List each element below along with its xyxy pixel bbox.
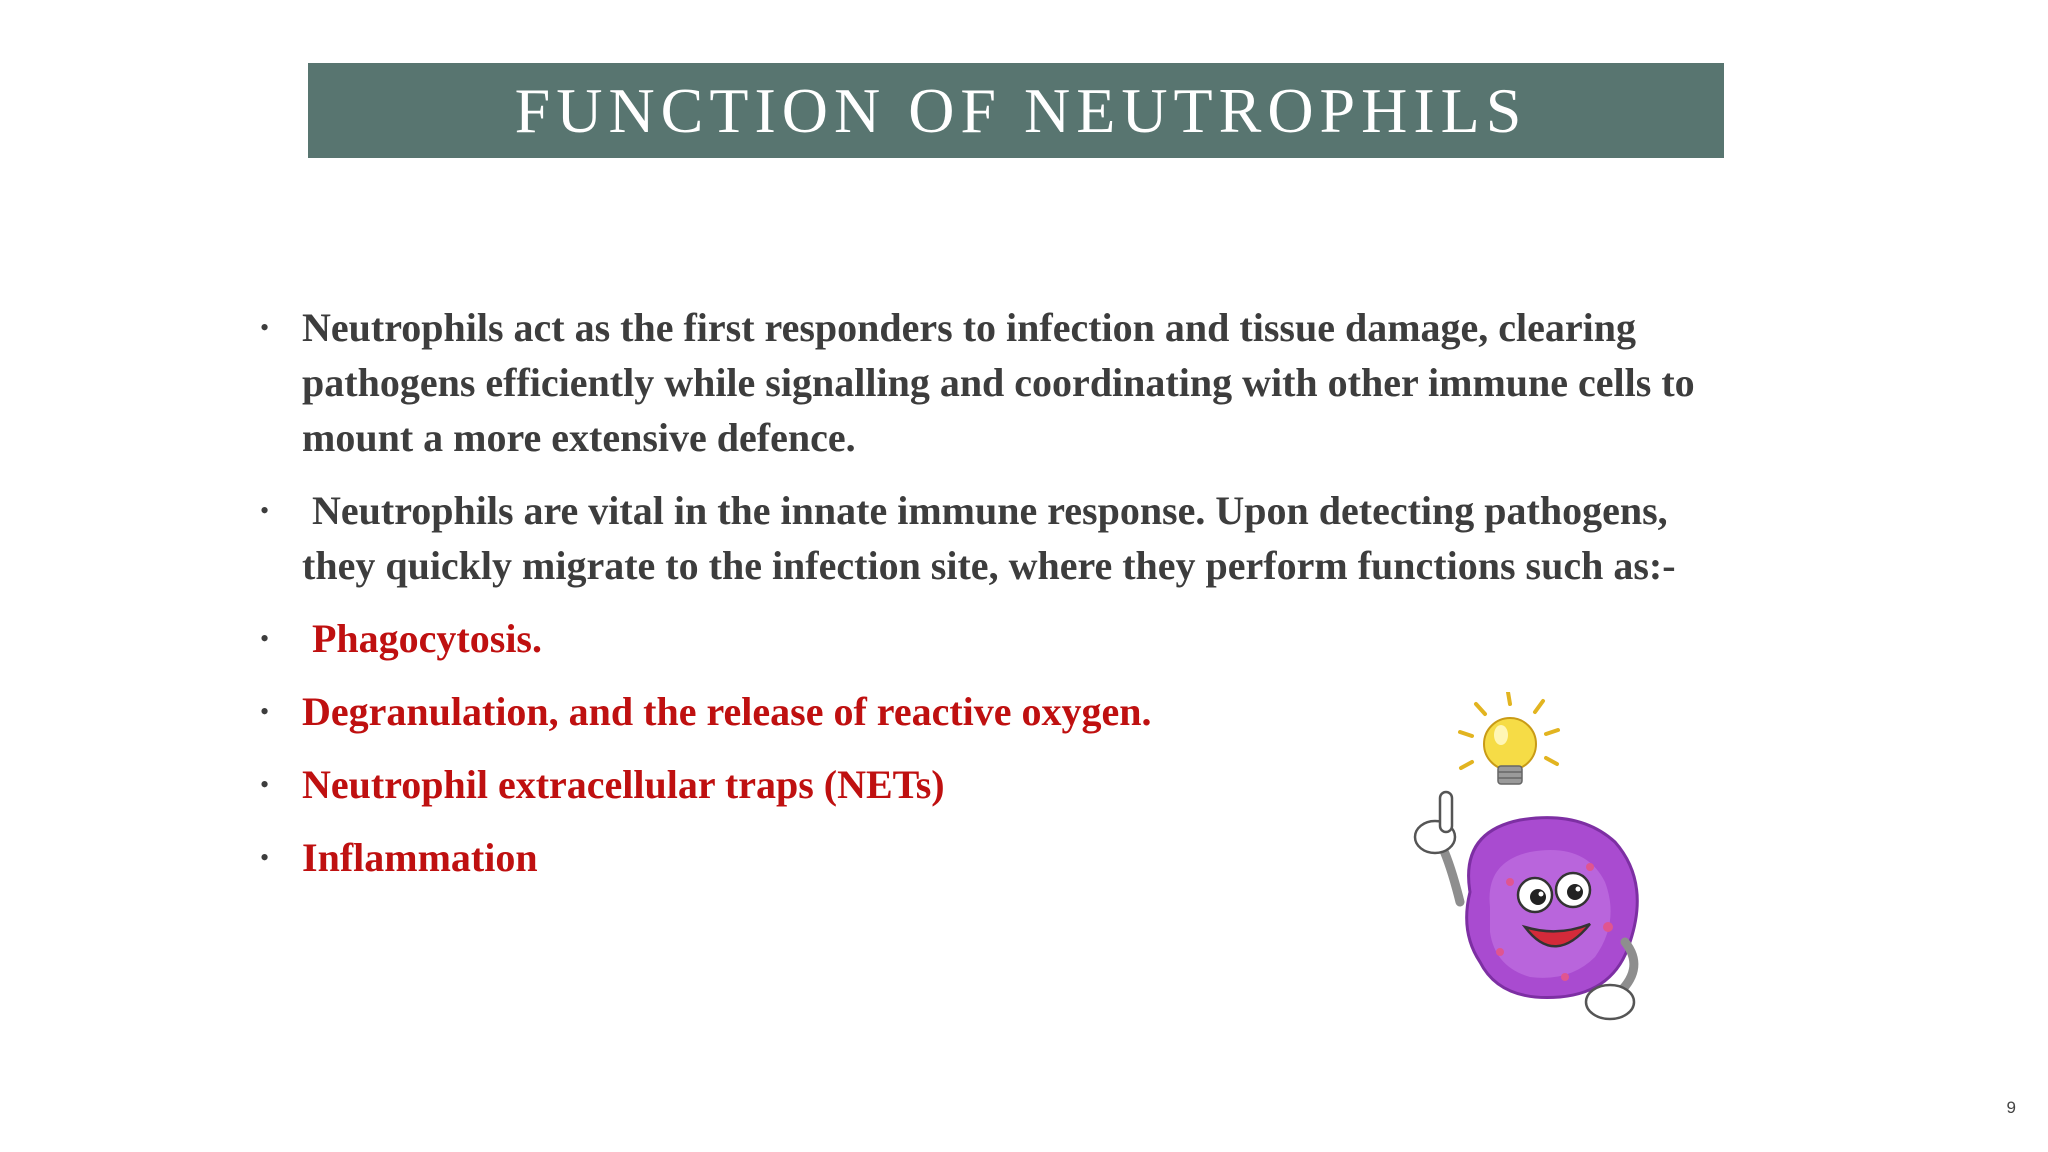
lightbulb-icon (1484, 718, 1536, 784)
bullet-text: Neutrophil extracellular traps (NETs) (302, 762, 945, 807)
bullet-text: Inflammation (302, 835, 538, 880)
bullet-dot-icon: • (260, 313, 270, 342)
bullet-text: Degranulation, and the release of reactive oxygen. (302, 689, 1152, 734)
bullet-item (260, 611, 1740, 666)
neutrophil-cartoon-with-lightbulb-icon (1380, 692, 1680, 1052)
slide-title: FUNCTION OF NEUTROPHILS (514, 74, 1528, 146)
title-bar (308, 63, 1724, 158)
slide-number: 9 (2006, 1098, 2016, 1117)
bullet-text: Neutrophils act as the first responders to infection and tissue damage, clearing pathogens efficiently while signalling and coordinating with other immune cells to mount a more extensive defence. (302, 305, 1695, 460)
bullet-text: Neutrophils are vital in the innate immune response. Upon detecting pathogens, they quickly migrate to the infection site, where they perform functions such as:- (302, 488, 1678, 588)
raised-hand-icon (1415, 792, 1460, 902)
bullet-dot-icon: • (260, 496, 270, 525)
bullet-dot-icon: • (260, 624, 270, 653)
bullet-dot-icon: • (260, 843, 270, 872)
neutrophil-body-icon (1467, 818, 1638, 998)
bullet-item (260, 300, 1740, 465)
bullet-dot-icon: • (260, 770, 270, 799)
bullet-text: Phagocytosis. (302, 616, 542, 661)
bullet-item (260, 483, 1740, 593)
bullet-dot-icon: • (260, 697, 270, 726)
